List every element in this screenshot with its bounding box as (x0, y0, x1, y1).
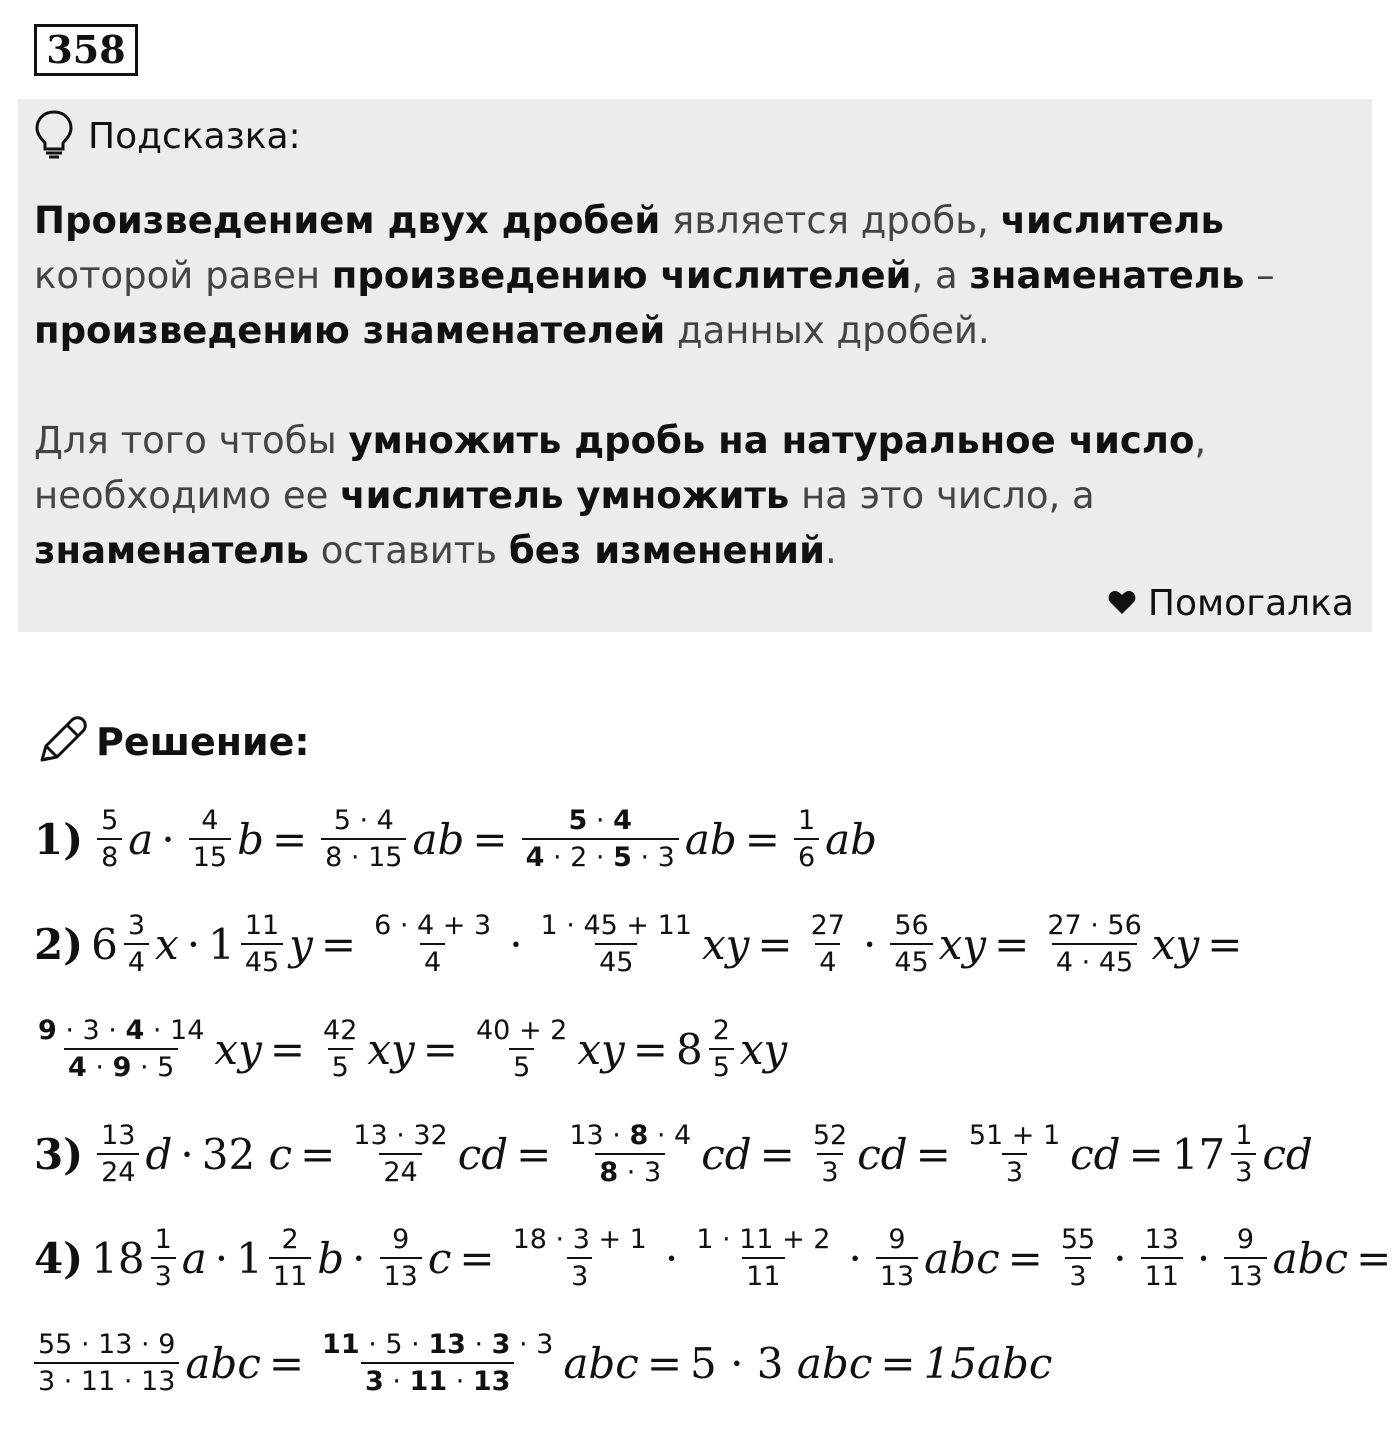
numerator: 1 (154, 1224, 172, 1255)
fraction (709, 1016, 734, 1082)
denominator: 5 (709, 1048, 734, 1083)
fraction (890, 911, 932, 977)
fraction (269, 1225, 311, 1291)
fraction (472, 1016, 571, 1082)
bold-text-segment: 5 (568, 805, 588, 836)
bold-text-segment: знаменатель (969, 254, 1245, 297)
solution-line-1 (34, 806, 877, 872)
whole-part: 6 (91, 919, 118, 969)
numerator: 51 + 1 (968, 1120, 1061, 1151)
multiply-sign: · (862, 919, 877, 969)
whole-part: 1 (208, 919, 235, 969)
denominator: 3 (151, 1257, 176, 1292)
solution-title: Решение: (96, 720, 310, 764)
text-segment: · 3 · (56, 1015, 126, 1046)
equals-sign: = (271, 814, 308, 864)
fraction (1043, 911, 1145, 977)
text-segment: которой равен (34, 254, 332, 297)
variable: a (128, 814, 154, 864)
result: 15abc (923, 1338, 1053, 1388)
variable: b (317, 1233, 345, 1283)
fraction (1057, 1225, 1099, 1291)
item-label: 4) (34, 1233, 84, 1283)
variable: cd (857, 1129, 908, 1179)
brand-name: Помогалка (1147, 582, 1354, 624)
numerator: 55 (1060, 1224, 1096, 1255)
equals-sign: = (759, 1129, 795, 1179)
text-segment: Для того чтобы (34, 419, 349, 462)
whole-part: 18 (91, 1233, 145, 1283)
denominator: 4 (124, 943, 149, 978)
text-segment: · (465, 1329, 492, 1360)
equals-sign: = (269, 1024, 306, 1074)
text-segment: · 14 (144, 1015, 205, 1046)
solution-line-4-continued (34, 1330, 1052, 1396)
denominator: 15 (189, 838, 231, 873)
text-segment: · 5 (131, 1051, 175, 1083)
numerator (565, 1121, 695, 1153)
equals-sign: = (632, 1024, 668, 1074)
bold-text-segment: 13 (472, 1365, 511, 1397)
bold-text-segment: знаменатель (34, 529, 309, 572)
numerator: 1 · 11 + 2 (696, 1224, 831, 1255)
solution-line-4 (34, 1225, 1399, 1291)
fraction (1141, 1225, 1183, 1291)
equals-sign: = (994, 919, 1030, 969)
product: 5 · 3 (690, 1338, 784, 1388)
denominator: 24 (379, 1153, 421, 1188)
numerator: 40 + 2 (476, 1015, 568, 1046)
variable: xy (938, 919, 987, 969)
denominator: 3 (1002, 1153, 1027, 1188)
fraction (124, 911, 149, 977)
text-segment: – (1244, 254, 1275, 297)
equals-sign: = (1007, 1233, 1043, 1283)
multiply-sign: · (186, 919, 201, 969)
number: 32 (201, 1129, 256, 1179)
multiply-sign: · (1113, 1233, 1127, 1283)
item-label: 1) (34, 814, 84, 864)
bold-text-segment: 11 (409, 1365, 448, 1397)
variable: xy (214, 1024, 262, 1074)
lightbulb-icon (34, 109, 74, 163)
text-segment: · 4 (648, 1120, 692, 1151)
variable: abc (563, 1338, 639, 1388)
numerator: 5 · 4 (333, 805, 394, 836)
fraction (692, 1225, 834, 1291)
variable: cd (1262, 1129, 1313, 1179)
whole-part: 1 (236, 1233, 263, 1283)
numerator: 11 (244, 910, 280, 941)
numerator: 4 (201, 805, 219, 836)
denominator (64, 1048, 178, 1083)
fraction (509, 1225, 651, 1291)
numerator: 27 · 56 (1047, 910, 1142, 941)
hint-paragraph-2 (34, 413, 1354, 578)
variable: xy (367, 1024, 415, 1074)
denominator: 11 (1141, 1257, 1183, 1292)
text-segment: · 3 (510, 1329, 554, 1360)
variable: y (289, 919, 313, 969)
numerator: 27 (810, 910, 845, 941)
fraction (97, 1121, 139, 1187)
fraction (522, 806, 679, 872)
variable: b (237, 814, 264, 864)
variable: xy (1151, 919, 1200, 969)
fraction (537, 911, 696, 977)
denominator: 5 (509, 1048, 534, 1083)
numerator: 2 (712, 1015, 730, 1046)
denominator: 3 (567, 1257, 592, 1292)
denominator: 3 (817, 1153, 842, 1188)
denominator: 45 (241, 943, 283, 978)
solution-line-2 (34, 911, 1250, 977)
brand-label (1108, 578, 1354, 628)
bold-text-segment: Произведением двух дробей (34, 199, 661, 242)
multiply-sign: · (180, 1129, 194, 1179)
bold-text-segment: 8 (629, 1120, 649, 1151)
denominator: 8 (97, 838, 122, 873)
multiply-sign: · (161, 814, 175, 864)
equals-sign: = (516, 1129, 552, 1179)
fraction (1224, 1225, 1266, 1291)
equals-sign: = (300, 1129, 336, 1179)
multiply-sign: · (848, 1233, 862, 1283)
variable: x (155, 919, 179, 969)
text-segment: на это число, а (789, 474, 1095, 517)
numerator: 3 (127, 910, 146, 941)
equals-sign: = (880, 1338, 916, 1388)
item-label: 2) (34, 919, 84, 969)
heart-icon (1108, 583, 1136, 624)
numerator: 2 (281, 1224, 299, 1255)
numerator: 52 (812, 1120, 848, 1151)
bold-text-segment: без изменений (508, 529, 826, 572)
fraction (189, 806, 231, 872)
pencil-icon (36, 714, 88, 770)
text-segment: · 5 · (359, 1329, 429, 1360)
equals-sign: = (422, 1024, 458, 1074)
fraction (565, 1121, 695, 1187)
denominator (361, 1362, 514, 1397)
bold-text-segment: произведению числителей (331, 254, 912, 297)
variable: cd (457, 1129, 509, 1179)
bold-text-segment: 8 (599, 1156, 619, 1188)
text-segment: является дробь, (660, 199, 1001, 242)
text-segment: · 3 (631, 841, 675, 873)
variable: abc (185, 1338, 261, 1388)
text-segment: · 2 · (544, 841, 614, 873)
fraction (349, 1121, 451, 1187)
multiply-sign: · (1196, 1233, 1211, 1283)
numerator (318, 1330, 557, 1362)
numerator: 1 · 45 + 11 (540, 910, 692, 941)
multiply-sign: · (214, 1233, 229, 1283)
denominator: 3 (1065, 1257, 1090, 1292)
bold-text-segment: числитель (1000, 199, 1224, 242)
text-segment: данных дробей. (665, 309, 990, 352)
bold-text-segment: произведению знаменателей (34, 309, 666, 352)
equals-sign: = (1128, 1129, 1164, 1179)
numerator: 5 (101, 805, 119, 836)
variable: xy (577, 1024, 625, 1074)
denominator (595, 1153, 665, 1188)
denominator (522, 838, 679, 873)
denominator: 3 (1231, 1153, 1256, 1188)
hint-panel (18, 99, 1372, 632)
fraction (807, 911, 849, 977)
denominator: 13 (1224, 1257, 1266, 1292)
denominator: 45 (890, 943, 932, 978)
denominator: 4 · 45 (1052, 943, 1137, 978)
bold-text-segment: 9 (38, 1015, 57, 1046)
multiply-sign: · (509, 919, 523, 969)
text-segment: · (447, 1365, 473, 1397)
numerator: 1 (797, 805, 816, 836)
text-segment: , а (911, 254, 970, 297)
solution-line-3 (34, 1121, 1313, 1187)
fraction (380, 1225, 422, 1291)
text-segment: 13 · (569, 1120, 630, 1151)
solution-header (36, 714, 310, 770)
denominator: 3 · 11 · 13 (34, 1362, 179, 1397)
fraction (319, 1016, 361, 1082)
numerator: 13 (101, 1120, 136, 1151)
text-segment: · (383, 1365, 410, 1397)
fraction (318, 1330, 557, 1396)
equals-sign: = (1207, 919, 1243, 969)
equals-sign: = (459, 1233, 495, 1283)
variable: cd (701, 1129, 752, 1179)
equals-sign: = (320, 919, 357, 969)
fraction (241, 911, 283, 977)
numerator: 42 (323, 1015, 358, 1046)
bold-text-segment: 4 (125, 1015, 145, 1046)
fraction (1231, 1121, 1256, 1187)
equals-sign: = (744, 814, 780, 864)
variable: ab (825, 814, 878, 864)
text-segment: · 3 (618, 1156, 662, 1188)
denominator: 6 (794, 838, 819, 873)
denominator: 4 (815, 943, 840, 978)
denominator: 13 (380, 1257, 422, 1292)
variable: ab (684, 814, 737, 864)
variable: xy (739, 1024, 788, 1074)
denominator: 11 (742, 1257, 784, 1292)
bold-text-segment: 5 (613, 841, 632, 873)
item-label: 3) (34, 1129, 84, 1179)
numerator (34, 1016, 208, 1048)
numerator: 56 (894, 910, 929, 941)
fraction (794, 806, 819, 872)
denominator: 5 (328, 1048, 353, 1083)
whole-part: 17 (1171, 1129, 1226, 1179)
denominator: 13 (876, 1257, 918, 1292)
numerator (565, 806, 636, 838)
numerator: 9 (1236, 1224, 1255, 1255)
bold-text-segment: 9 (112, 1051, 132, 1083)
equals-sign: = (646, 1338, 683, 1388)
variable: abc (1272, 1233, 1349, 1283)
text-segment: оставить (308, 529, 509, 572)
whole-part: 8 (675, 1024, 703, 1074)
bold-text-segment: 3 (364, 1365, 384, 1397)
bold-text-segment: 4 (613, 805, 632, 836)
numerator: 13 (1144, 1224, 1179, 1255)
numerator: 9 (392, 1224, 410, 1255)
numerator: 55 · 13 · 9 (38, 1329, 176, 1360)
fraction (321, 806, 406, 872)
bold-text-segment: 4 (68, 1051, 87, 1083)
bold-text-segment: 4 (525, 841, 545, 873)
bold-text-segment: 13 (428, 1329, 466, 1360)
variable: cd (1070, 1129, 1121, 1179)
fraction (34, 1330, 179, 1396)
hint-title: Подсказка: (88, 115, 301, 157)
fraction (876, 1225, 918, 1291)
variable: d (145, 1129, 173, 1179)
text-segment: , необходимо ее (34, 419, 1207, 517)
fraction (965, 1121, 1064, 1187)
multiply-sign: · (664, 1233, 679, 1283)
bold-text-segment: числитель умножить (340, 474, 790, 517)
hint-header (34, 111, 301, 161)
bold-text-segment: умножить дробь на натуральное число (348, 419, 1195, 462)
variable: abc (924, 1233, 1000, 1283)
variable: abc (796, 1338, 873, 1388)
equals-sign: = (1356, 1233, 1392, 1283)
denominator: 8 · 15 (321, 838, 406, 873)
bold-text-segment: 11 (322, 1329, 360, 1360)
numerator: 1 (1235, 1120, 1253, 1151)
fraction (34, 1016, 208, 1082)
task-number: 358 (34, 24, 138, 76)
variable: ab (412, 814, 465, 864)
numerator: 13 · 32 (353, 1120, 448, 1151)
fraction (151, 1225, 176, 1291)
denominator: 45 (595, 943, 637, 978)
text-segment: · (587, 805, 614, 836)
numerator: 6 · 4 + 3 (374, 910, 492, 941)
fraction (370, 911, 495, 977)
solution-line-2-continued (34, 1016, 787, 1082)
variable: xy (701, 919, 750, 969)
equals-sign: = (472, 814, 508, 864)
denominator: 11 (269, 1257, 311, 1292)
numerator: 18 · 3 + 1 (512, 1224, 647, 1255)
bold-text-segment: 3 (491, 1329, 511, 1360)
text-segment: · (86, 1051, 113, 1083)
denominator: 4 (420, 943, 445, 978)
hint-paragraph-1 (34, 193, 1354, 358)
variable: c (268, 1129, 293, 1179)
denominator: 24 (97, 1153, 139, 1188)
variable: a (181, 1233, 207, 1283)
equals-sign: = (268, 1338, 305, 1388)
equals-sign: = (757, 919, 793, 969)
fraction (809, 1121, 851, 1187)
variable: c (427, 1233, 452, 1283)
text-segment: . (825, 529, 837, 572)
multiply-sign: · (352, 1233, 366, 1283)
numerator: 9 (888, 1224, 906, 1255)
fraction (97, 806, 122, 872)
equals-sign: = (915, 1129, 951, 1179)
